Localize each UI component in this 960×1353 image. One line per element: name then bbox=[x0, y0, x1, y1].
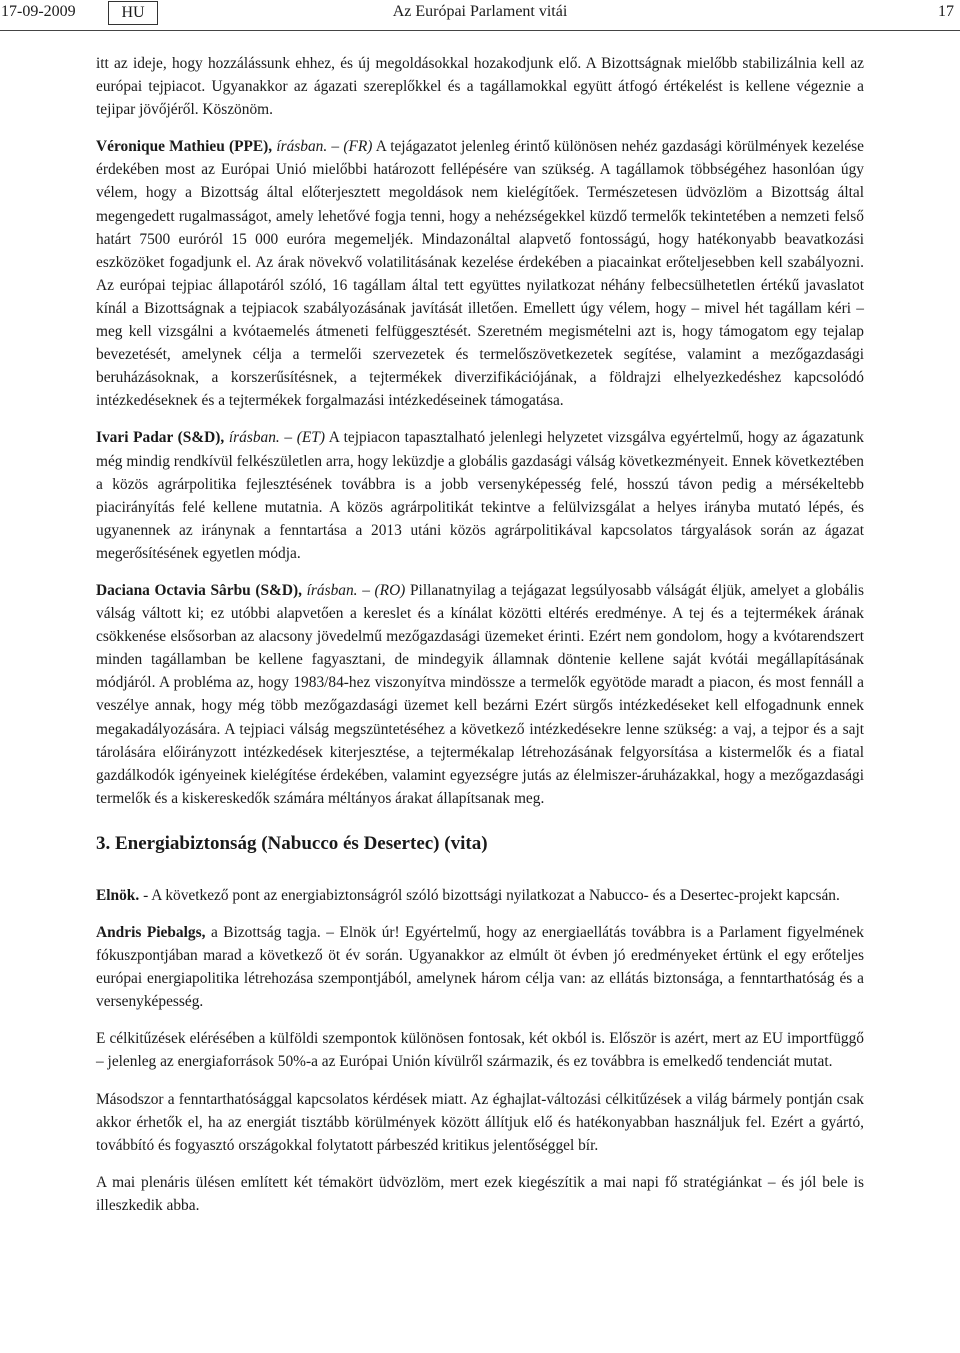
header-title: Az Európai Parlament vitái bbox=[392, 3, 568, 20]
paragraph-mathieu bbox=[96, 135, 864, 412]
paragraph-padar bbox=[96, 426, 864, 565]
page-header bbox=[0, 0, 960, 32]
speech-text: A tejpiacon tapasztalható jelenlegi helyzetet vizsgálva egyértelmű, hogy az ágazatunk még mindig rendkívül felkészületlen arra, hogy leküzdje a globális gazdasági válság következményeit. Ennek következtében a közös agrárpolitika fejlesztésének továbbra is a jobb versenyképesség felé, hosszú távon pedig a mérsékeltebb piacirányítás felé kellene mutatnia. A közös agrárpolitikát tekintve a felülvizsgálat a helyes irányba mutató lépés, és ugyanennek az iránynak a fenntartása a 2013 utáni közös agrárpolitikával kapcsolatos tárgyalások során az ágazat megerősítésének egyetlen módja. bbox=[96, 429, 864, 562]
speech-mode: írásban. bbox=[228, 429, 280, 447]
speech-text: A tejágazatot jelenleg érintő különösen nehéz gazdasági körülmények kezelése érdekében most az Európai Unió mielőbbi határozott fellépésére van szükség. A tagállamok többségéhez hasonlóan úgy vélem, hogy a Bizottság által előterjesztett megoldások nem kielégítőek. Természetesen üdvözlöm a Bizottság által megengedett rugalmasságot, amely lehetővé fogja tenni, hogy a nehézségekkel küzdő termelők tekintetében a nemzeti felső határt 7500 euróról 15 000 euróra megemeljék. Mindazonáltal alapvető fontosságú, hogy hatékonyabb beavatkozási eszközöket fogadjunk el. Az árak növekvő volatilitásának kezelése érdekében a piacainkat erőteljesebben kell szabályozni. Az európai tejpiac állapotáról szóló, 16 tagállam által tett együttes nyilatkozat néhány felbecsülhetetlen értékű javaslatot kínál a Bizottságnak a tejpiacok szabályozásának javítását illetően. Emellett úgy vélem, hogy – mivel hét tagállam kéri – meg kell vizsgálni a kvótaemelés átmeneti felfüggesztését. Szeretném megismételni azt is, hogy támogatom egy tejalap bevezetését, amelynek célja a termelői szervezetek és termelőszövetkezetek segítése, valamint a mezőgazdasági beruházásoknak, a korszerűsítésnek, a tejtermékek diverzifikációjának, a földrajzi elhelyezkedéshez kapcsolódó intézkedéseknek és a tejtermékek forgalmazási intézkedéseinek támogatása. bbox=[96, 138, 864, 410]
speaker-name: Andris Piebalgs, bbox=[96, 924, 206, 941]
header-rule bbox=[0, 30, 960, 31]
speech-mode: írásban. bbox=[306, 581, 358, 599]
language-badge: HU bbox=[108, 1, 158, 25]
speech-mode: írásban. bbox=[276, 138, 328, 156]
speech-language: – (RO) bbox=[362, 581, 406, 599]
speech-language: – (FR) bbox=[331, 138, 373, 156]
header-date: 17-09-2009 bbox=[1, 3, 76, 20]
page-number: 17 bbox=[938, 3, 954, 20]
speaker-name: Véronique Mathieu (PPE), bbox=[96, 138, 273, 156]
speech-text: a Bizottság tagja. – Elnök úr! Egyértelmű, hogy az energiaellátás továbbra is a Parlament figyelmének fókuszpontjában marad a következő öt év során. Ugyanakkor az elmúlt öt évben jó eredményeket értünk el egy erőteljes európai energiapolitika létrehozása szempontjából, amelynek három célja van: az ellátás biztonsága, a fenntarthatóság és a versenyképesség. bbox=[96, 924, 864, 1011]
paragraph-1: itt az ideje, hogy hozzálássunk ehhez, és új megoldásokkal hozakodjunk elő. A Bizottságnak mielőbb stabilizálnia kell az európai tejpiacot. Ugyanakkor az ágazati szereplőkkel és a tagállamokkal együtt átfogó értékelést is kellene végeznie a tejipar jövőjéről. Köszönöm. bbox=[96, 55, 864, 119]
paragraph-8: Másodszor a fenntarthatósággal kapcsolatos kérdések miatt. Az éghajlat-változási célkitűzések a világ bármely pontján csak akkor érhetők el, ha az energiát tisztább körülmények között állítjuk elő és hatékonyabban használjuk fel. Ezért a gyártó, továbbító és fogyasztó országokkal folytatott párbeszéd kritikus jelentőséggel bír. bbox=[96, 1090, 864, 1154]
paragraph-sarbu bbox=[96, 579, 864, 810]
speech-text: - A következő pont az energiabiztonságról szóló bizottsági nyilatkozat a Nabucco- és a Desertec-projekt kapcsán. bbox=[143, 886, 840, 904]
paragraph-7: E célkitűzések elérésében a külföldi szempontok különösen fontosak, két okból is. Először is azért, mert az EU importfüggő – jelenleg az energiaforrások 50%-a az Európai Unión kívülről származik, és ez továbbra is emelkedő tendenciát mutat. bbox=[96, 1030, 864, 1071]
paragraph-piebalgs bbox=[96, 921, 864, 1013]
paragraph-9: A mai plenáris ülésen említett két témakört üdvözlöm, mert ezek kiegészítik a mai napi fő stratégiánkat – és jól bele is illeszkedik abba. bbox=[96, 1173, 864, 1214]
speaker-name: Elnök. bbox=[96, 886, 140, 904]
section-heading: 3. Energiabiztonság (Nabucco és Desertec) (vita) bbox=[96, 832, 488, 854]
speech-text: Pillanatnyilag a tejágazat legsúlyosabb válságát éljük, amelyet a globális válság váltott ki; ez utóbbi alapvetően a kereslet és a kínálat közötti eltérés eredménye. A tej és a tejtermékek árának csökkenése elsősorban az alacsony jövedelmű mezőgazdasági üzemeket érinti. Ezért nem gondolom, hogy a kvótarendszert minden tagállamban be kellene fagyasztani, de mindegyik államnak döntenie kellene saját kvótái megállapításának módjáról. A probléma az, hogy 1983/84-hez viszonyítva mindössze a termelők egyötöde maradt a piacon, és most fennáll a veszélye annak, hogy még több mezőgazdasági üzemet kell bezárni Ezért sürgős intézkedéseket kell elfogadnunk ennek megakadályozására. A tejpiaci válság megszüntetéséhez a következő intézkedésekre lenne szükség: a vaj, a tejpor és a sajt tárolására előirányzott intézkedések kiterjesztése, a tejtermékalap létrehozásának felgyorsítása a kistermelők és a fiatal gazdálkodók igényeinek kielégítése érdekében, valamint egyezségre jutás az élelmiszer-áruházakkal, hogy a mezőgazdasági termelők és a kiskereskedők számára méltányos árakat állapítsanak meg. bbox=[96, 581, 864, 807]
speaker-name: Daciana Octavia Sârbu (S&D), bbox=[96, 581, 302, 599]
document-body bbox=[96, 52, 864, 1231]
speech-language: – (ET) bbox=[284, 429, 325, 447]
speaker-name: Ivari Padar (S&D), bbox=[96, 429, 225, 447]
paragraph-president bbox=[96, 884, 864, 907]
